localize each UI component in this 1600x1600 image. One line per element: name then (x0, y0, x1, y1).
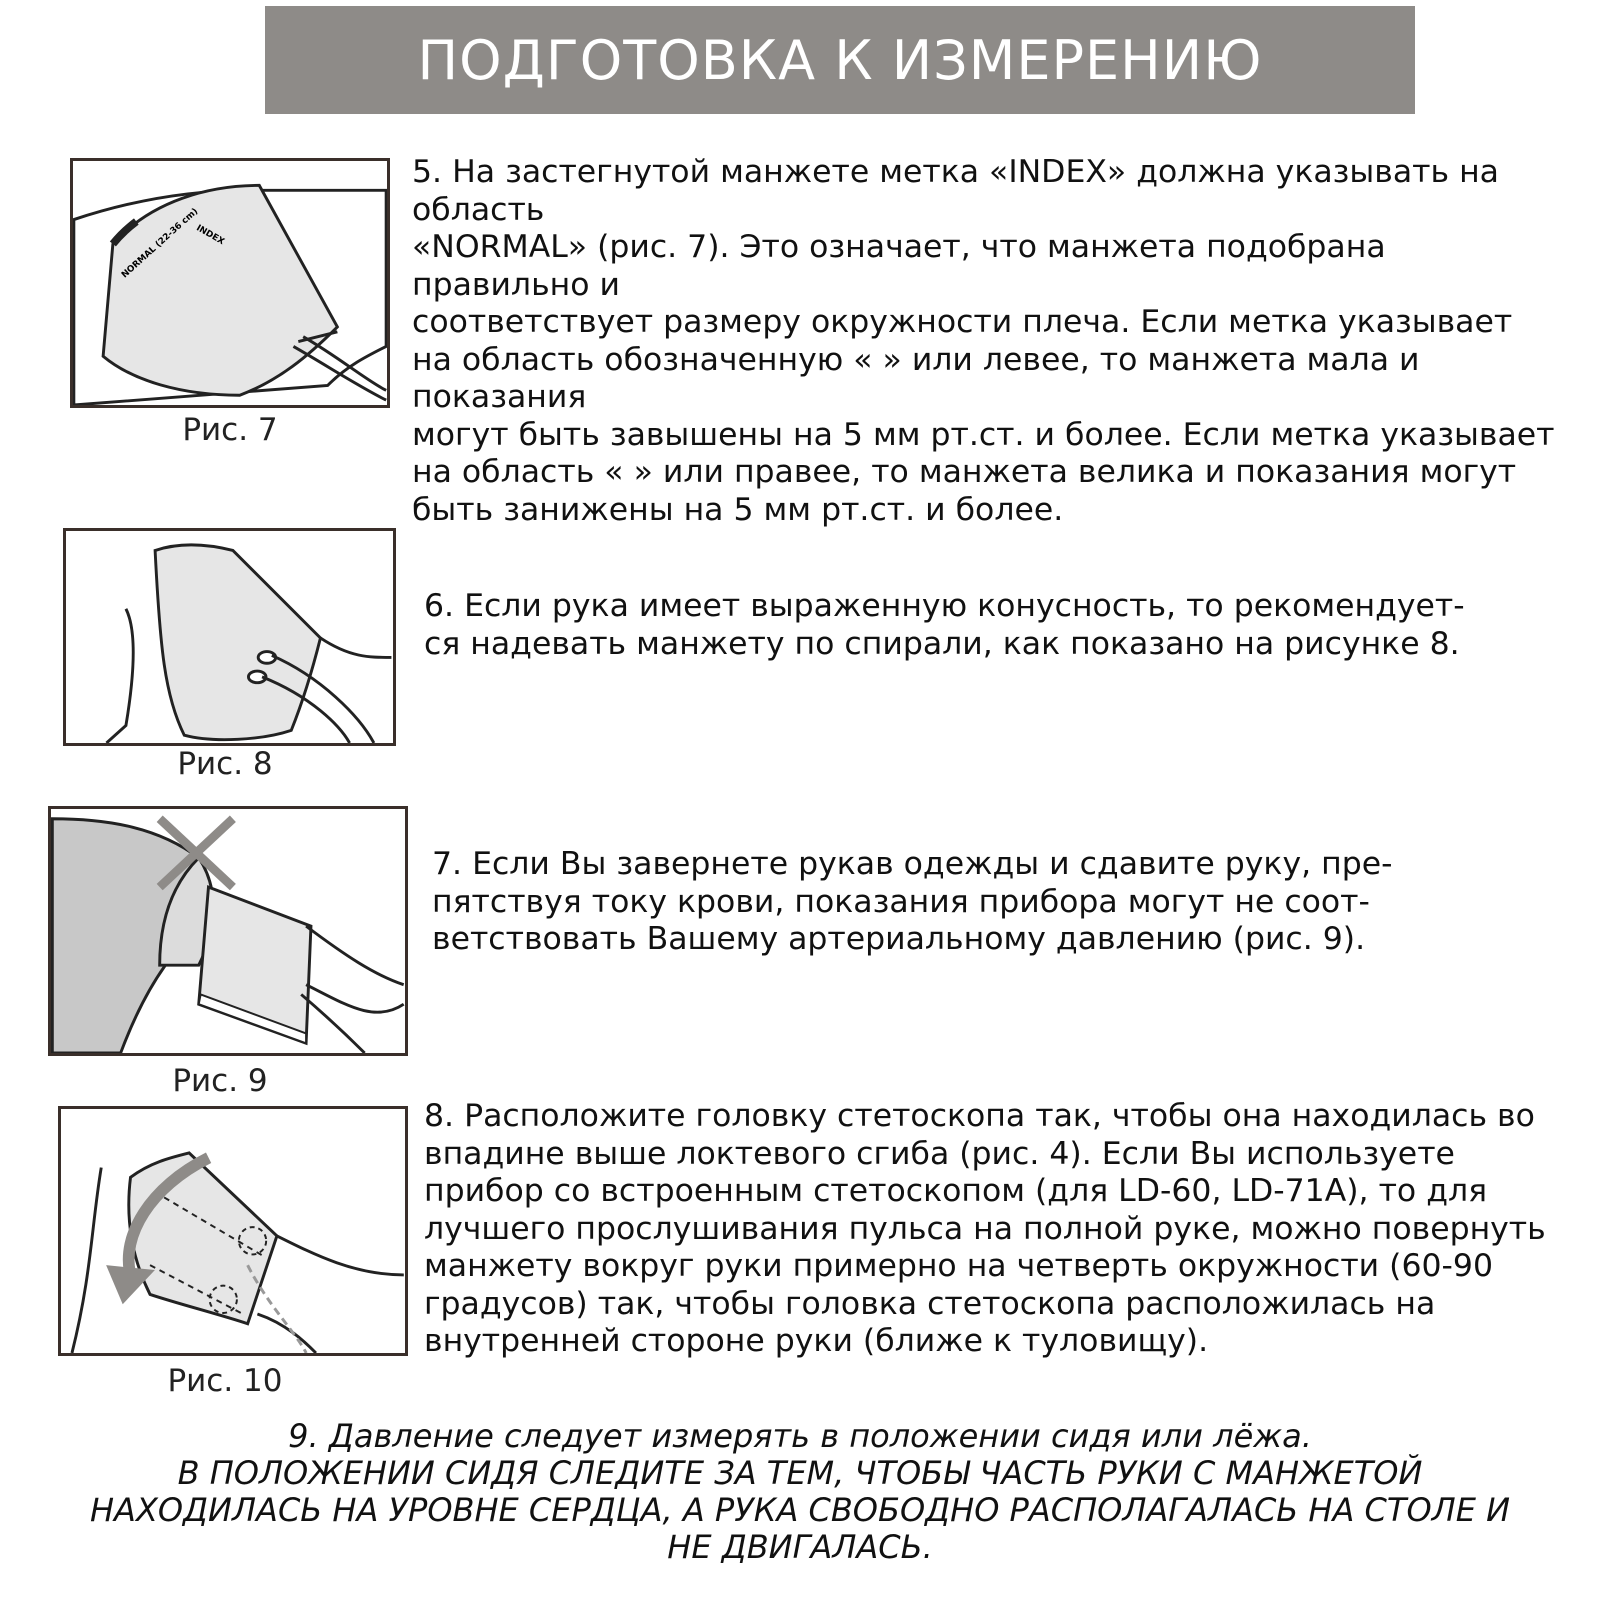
arm-with-cuff-illustration (73, 161, 387, 405)
cuff-label-normal: NORMAL (22-36 cm) (119, 206, 201, 281)
spiral-cuff-illustration (66, 531, 393, 743)
step-7-text: 7. Если Вы завернете рукав одежды и сдавите руку, пре- пятствуя току крови, показания прибора могут не соот- ветствовать Вашему артериальному давлению (рис. 9). (432, 846, 1393, 957)
figure-8-illustration (63, 528, 396, 746)
step-6-text: 6. Если рука имеет выраженную конусность, то рекомендует- ся надевать манжету по спирали, как показано на рисунке 8. (424, 588, 1465, 662)
page-title: ПОДГОТОВКА К ИЗМЕРЕНИЮ (417, 28, 1263, 92)
rolled-sleeve-illustration (51, 809, 405, 1053)
rotated-cuff-illustration (61, 1109, 405, 1353)
step-8-text: 8. Расположите головку стетоскопа так, чтобы она находилась во впадине выше локтевого сгиба (рис. 4). Если Вы используете прибор со встроенным стетоскопом (для LD-60, LD-71A), то для лучшего прослушивания пульса на полной руке, можно повернуть манжету вокруг руки примерно на четверть окружности (60-90 градусов) так, чтобы головка стетоскопа расположилась на внутренней стороне руки (ближе к туловищу). (424, 1098, 1546, 1359)
figure-7-illustration (70, 158, 390, 408)
cuff-label-index: INDEX (194, 223, 226, 248)
figure-7-caption: Рис. 7 (182, 412, 278, 448)
figure-9-illustration (48, 806, 408, 1056)
figure-8-caption: Рис. 8 (177, 746, 273, 782)
page-header (265, 6, 1415, 114)
figure-9-caption: Рис. 9 (172, 1063, 268, 1099)
figure-10-caption: Рис. 10 (167, 1363, 283, 1399)
figure-10-illustration (58, 1106, 408, 1356)
step-9-note: 9. Давление следует измерять в положении сидя или лёжа. В ПОЛОЖЕНИИ СИДЯ СЛЕДИТЕ ЗА ТЕМ, ЧТОБЫ ЧАСТЬ РУКИ С МАНЖЕТОЙ НАХОДИЛАСЬ НА УРОВНЕ СЕРДЦА, А РУКА СВОБОДНО РАСПОЛАГАЛАСЬ НА СТОЛЕ И НЕ ДВИГАЛАСЬ. (89, 1417, 1511, 1566)
step-5-text: 5. На застегнутой манжете метка «INDEX» должна указывать на область «NORMAL» (рис. 7). Это означает, что манжета подобрана правильно и соответствует размеру окружности плеча. Если метка указывает на область обозначенную « » или левее, то манжета мала и показания могут быть завышены на 5 мм рт.ст. и более. Если метка указывает на область « » или правее, то манжета велика и показания могут быть занижены на 5 мм рт.ст. и более. (412, 154, 1555, 528)
